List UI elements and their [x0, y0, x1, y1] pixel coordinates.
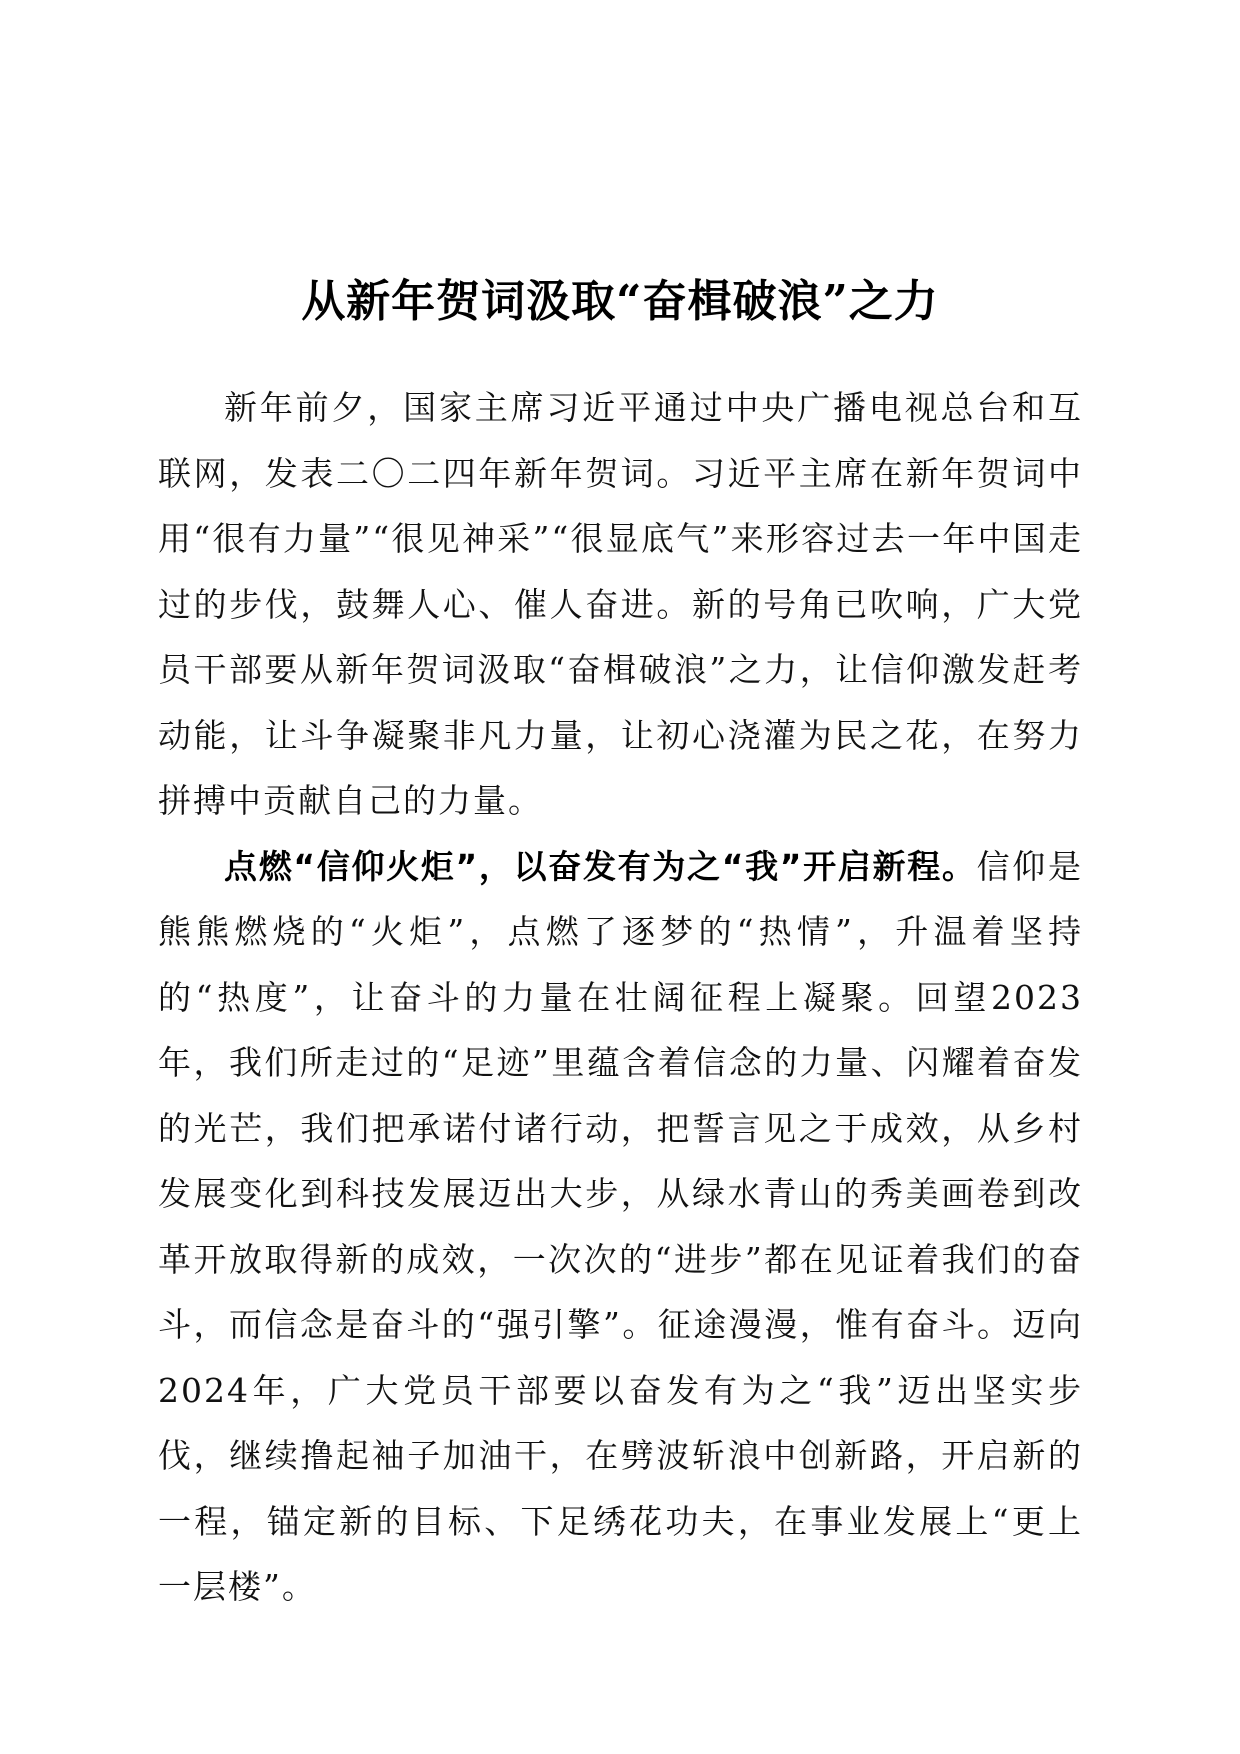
- section-heading: 点燃“信仰火炬”，以奋发有为之“我”开启新程。: [224, 846, 977, 886]
- document-title: 从新年贺词汲取“奋楫破浪”之力: [301, 276, 939, 328]
- paragraph-section-1: [158, 834, 1083, 1620]
- paragraph-text: 信仰是熊熊燃烧的“火炬”，点燃了逐梦的“热情”，升温着坚持的“热度”，让奋斗的力量在壮阔征程上凝聚。回望2023年，我们所走过的“足迹”里蕴含着信念的力量、闪耀着奋发的光芒，我们把承诺付诸行动，把誓言见之于成效，从乡村发展变化到科技发展迈出大步，从绿水青山的秀美画卷到改革开放取得新的成效，一次次的“进步”都在见证着我们的奋斗，而信念是奋斗的“强引擎”。征途漫漫，惟有奋斗。迈向2024年，广大党员干部要以奋发有为之“我”迈出坚实步伐，继续撸起袖子加油干，在劈波斩浪中创新路，开启新的一程，锚定新的目标、下足绣花功夫，在事业发展上“更上一层楼”。: [158, 846, 1083, 1606]
- paragraph-text: 新年前夕，国家主席习近平通过中央广播电视总台和互联网，发表二〇二四年新年贺词。习近平主席在新年贺词中用“很有力量”“很见神采”“很显底气”来形容过去一年中国走过的步伐，鼓舞人心、催人奋进。新的号角已吹响，广大党员干部要从新年贺词汲取“奋楫破浪”之力，让信仰激发赶考动能，让斗争凝聚非凡力量，让初心浇灌为民之花，在努力拼搏中贡献自己的力量。: [158, 388, 1083, 820]
- document-body: [158, 375, 1083, 1620]
- paragraph-intro: [158, 375, 1083, 834]
